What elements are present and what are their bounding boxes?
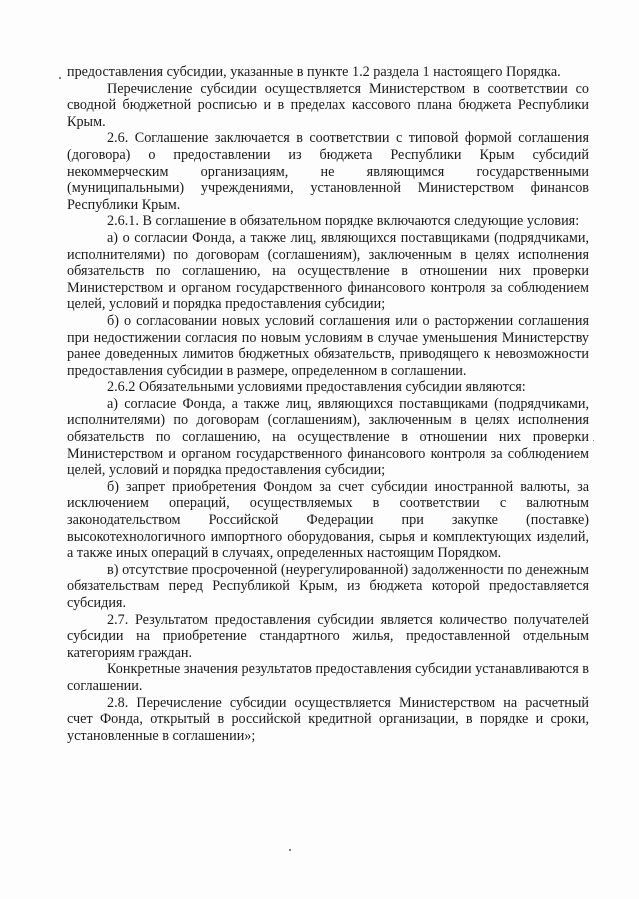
paragraph-2-6-2-v: в) отсутствие просроченной (неурегулированной) задолженности по денежным обязательствам перед Республикой Крым, из бюджета которой предоставляется субсидия. [67, 561, 589, 611]
paragraph-2-8: 2.8. Перечисление субсидии осуществляется Министерством на расчетный счет Фонда, открытый в российской кредитной организации, в порядке и сроки, установленные в соглашении»; [67, 694, 589, 744]
scan-speck-left [59, 77, 61, 79]
paragraph-2-6-1: 2.6.1. В соглашение в обязательном порядке включаются следующие условия: [107, 213, 580, 230]
scan-speck-bottom [289, 849, 291, 851]
paragraph-2-7: 2.7. Результатом предоставления субсидии является количество получателей субсидии на приобретение стандартного жилья, предоставленной отдельным категориям граждан. [67, 611, 589, 661]
paragraph-2-6-2-a: а) согласие Фонда, а также лиц, являющихся поставщиками (подрядчиками, исполнителями) по договорам (соглашениям), заключенным в целях исполнения обязательств по соглашению, на осуществление в отношении них проверки Министерством и органом государственного финансового контроля за соблюдением целей, условий и порядка предоставления субсидии; [67, 395, 589, 479]
scan-speck-right [593, 440, 594, 441]
paragraph-2-7-values: Конкретные значения результатов предоставления субсидии устанавливаются в соглашении. [67, 661, 589, 694]
paragraph-1-continuation: предоставления субсидии, указанные в пункте 1.2 раздела 1 настоящего Порядка. [67, 64, 561, 80]
paragraph-2-6-1-a: а) о согласии Фонда, а также лиц, являющихся поставщиками (подрядчиками, исполнителями) по договорам (соглашениям), заключенным в целях исполнения обязательств по соглашению, на осуществление в отношении них проверки Министерством и органом государственного финансового контроля за соблюдением целей, условий и порядка предоставления субсидии; [67, 229, 589, 313]
paragraph-2-6-2: 2.6.2 Обязательными условиями предоставления субсидии являются: [107, 379, 526, 396]
paragraph-2-6-1-b: б) о согласовании новых условий соглашения или о расторжении соглашения при недостижении согласия по новым условиям в случае уменьшения Министерству ранее доведенных лимитов бюджетных обязательств, приводящего к невозможности предоставления субсидии в размере, определенном в соглашении. [67, 312, 589, 379]
paragraph-transfer-budget: Перечисление субсидии осуществляется Министерством в соответствии со сводной бюджетной росписью и в пределах кассового плана бюджета Республики Крым. [67, 80, 589, 130]
paragraph-2-6: 2.6. Соглашение заключается в соответствии с типовой формой соглашения (договора) о предоставлении из бюджета Республики Крым субсидий некоммерческим организациям, не являющимся государственными (муниципальными) учреждениями, установленной Министерством финансов Республики Крым. [67, 130, 589, 213]
document-body [67, 64, 589, 744]
paragraph-2-6-2-b: б) запрет приобретения Фондом за счет субсидии иностранной валюты, за исключением операций, осуществляемых в соответствии с валютным законодательством Российской Федерации при закупке (поставке) высокотехнологичного импортного оборудования, сырья и комплектующих изделий, а также иных операций в случаях, определенных настоящим Порядком. [67, 478, 589, 562]
